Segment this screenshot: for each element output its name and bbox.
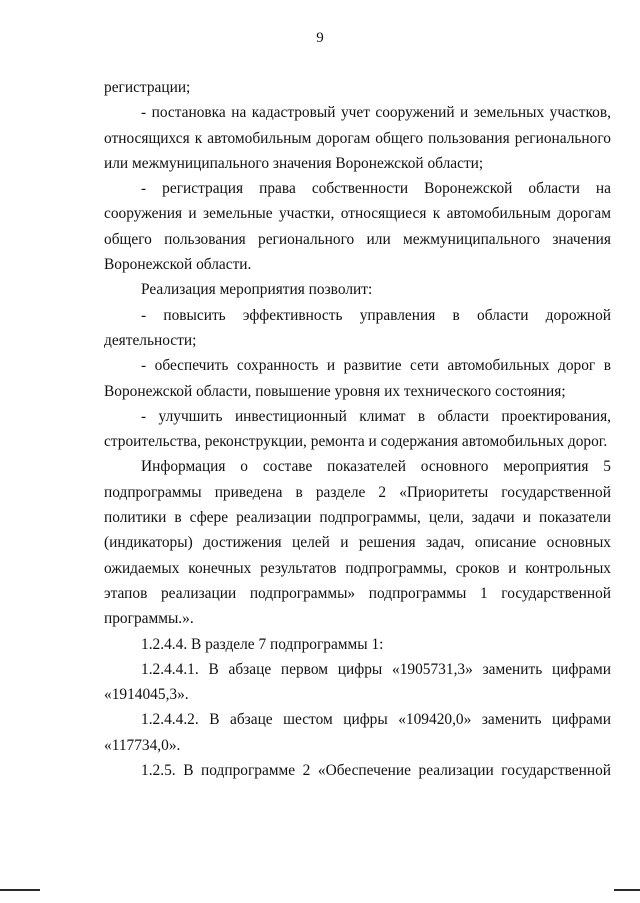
paragraph-6: - обеспечить сохранность и развитие сети автомобильных дорог в Воронежской области, повышение уровня их технического состояния; [104, 357, 611, 400]
paragraph-2: - постановка на кадастровый учет сооружений и земельных участков, относящихся к автомобильным дорогам общего пользования регионального или межмуниципального значения Воронежской области; [104, 104, 611, 172]
paragraph-7: - улучшить инвестиционный климат в области проектирования, строительства, реконструкции, ремонта и содержания автомобильных дорог. [104, 407, 611, 451]
paragraph-5: - повысить эффективность управления в области дорожной деятельности; [104, 306, 611, 349]
paragraph-10: 1.2.4.4.1. В абзаце первом цифры «1905731,3» заменить цифрами «1914045,3». [104, 660, 611, 704]
paragraph-8: Информация о составе показателей основного мероприятия 5 подпрограммы приведена в разделе 2 «Приоритеты государственной политики в сфере реализации подпрограммы, цели, задачи и показатели (индикаторы) достижения целей и решения задач, описание основных ожидаемых конечных результатов подпрограммы, сроков и контрольных этапов реализации подпрограммы» подпрограммы 1 государственной программы.». [104, 458, 611, 628]
paragraph-4: Реализация мероприятия позволит: [141, 281, 373, 299]
page-number: 9 [316, 30, 324, 46]
paragraph-3: - регистрация права собственности Воронежской области на сооружения и земельные участки, относящиеся к автомобильным дорогам общего пользования регионального или межмуниципального значения Воронежской области. [104, 180, 611, 274]
paragraph-11: 1.2.4.4.2. В абзаце шестом цифры «109420,0» заменить цифрами «117734,0». [104, 711, 611, 754]
paragraph-1: регистрации; [104, 79, 191, 96]
body-text [104, 75, 611, 783]
paragraph-12: 1.2.5. В подпрограмме 2 «Обеспечение реализации государственной [141, 762, 611, 780]
scan-edge-mark-left [0, 889, 40, 891]
paragraph-9: 1.2.4.4. В разделе 7 подпрограммы 1: [141, 635, 384, 653]
scan-edge-mark-right [614, 889, 640, 891]
